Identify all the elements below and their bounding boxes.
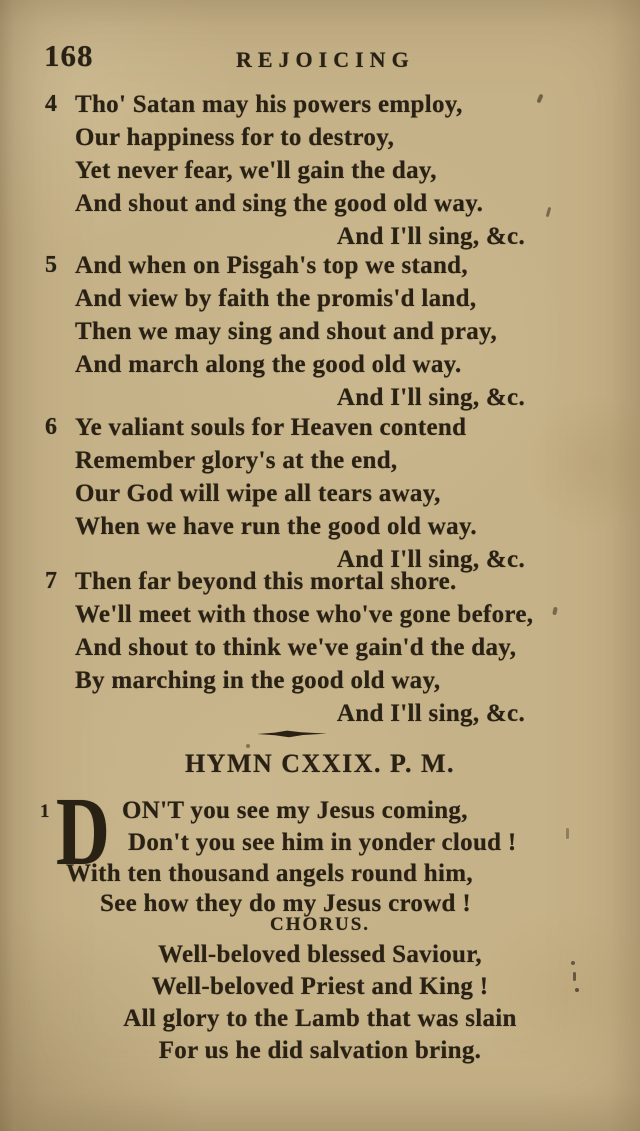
- verse-block-7: [0, 565, 640, 731]
- chorus-block: [0, 913, 640, 1067]
- swelled-rule-divider-icon: [257, 729, 327, 739]
- verse-line: [0, 249, 640, 282]
- verse-line-text: And shout and sing the good old way.: [75, 190, 484, 217]
- hymn-heading: HYMN CXXIX. P. M.: [184, 749, 456, 778]
- verse-line-text: Then far beyond this mortal shore.: [75, 568, 457, 595]
- verse-line-text: Yet never fear, we'll gain the day,: [75, 157, 437, 184]
- ink-speck: [566, 828, 569, 839]
- verse-line-text: Then we may sing and shout and pray,: [75, 318, 498, 345]
- chorus-line: Well-beloved blessed Saviour,: [158, 941, 482, 968]
- verse-line: [0, 477, 640, 510]
- verse-block-4: [0, 88, 640, 254]
- verse-line: [0, 88, 640, 121]
- verse-line: [0, 187, 640, 220]
- verse-line-text: We'll meet with those who've gone before,: [75, 601, 534, 628]
- running-head: REJOICING: [236, 47, 415, 72]
- verse-line-text: Our happiness for to destroy,: [75, 124, 395, 151]
- verse-line-text: And when on Pisgah's top we stand,: [75, 252, 468, 279]
- ink-speck: [246, 744, 250, 748]
- verse-line-text: With ten thousand angels round him,: [66, 860, 473, 887]
- verse-line-text: Don't you see him in yonder cloud !: [128, 829, 517, 856]
- verse-line-text: See how they do my Jesus crowd !: [100, 890, 471, 917]
- verse-line: [0, 121, 640, 154]
- verse-line-text: And march along the good old way.: [75, 351, 462, 378]
- refrain-line: And I'll sing, &c.: [336, 700, 525, 727]
- verse-number: 6: [45, 414, 58, 440]
- verse-line: [0, 154, 640, 187]
- verse-line: [0, 411, 640, 444]
- verse-line-text: ON'T you see my Jesus coming,: [122, 797, 468, 824]
- hymn-129-verse-1: [0, 778, 640, 933]
- ink-speck: [573, 972, 576, 981]
- verse-line-text: Ye valiant souls for Heaven contend: [75, 414, 467, 441]
- refrain-line: And I'll sing, &c.: [336, 223, 525, 250]
- verse-number: 1: [40, 801, 50, 822]
- refrain-line: And I'll sing, &c.: [336, 384, 525, 411]
- verse-number: 5: [45, 252, 58, 278]
- verse-line: [0, 598, 640, 631]
- chorus-label: CHORUS.: [269, 914, 371, 935]
- verse-line: [0, 444, 640, 477]
- ink-speck: [571, 961, 575, 965]
- verse-line: [0, 282, 640, 315]
- verse-block-6: [0, 411, 640, 577]
- verse-line: [0, 510, 640, 543]
- verse-line-text: Remember glory's at the end,: [75, 447, 398, 474]
- verse-line-text: By marching in the good old way,: [75, 667, 441, 694]
- ink-speck: [575, 988, 579, 992]
- verse-line-text: And view by faith the promis'd land,: [75, 285, 477, 312]
- verse-line: [0, 631, 640, 664]
- verse-line-text: When we have run the good old way.: [75, 513, 477, 540]
- verse-line: [0, 664, 640, 697]
- chorus-line: Well-beloved Priest and King !: [151, 973, 489, 1000]
- verse-line: [0, 565, 640, 598]
- refrain-line: And I'll sing, &c.: [336, 546, 525, 573]
- verse-block-5: [0, 249, 640, 415]
- verse-line: [0, 315, 640, 348]
- verse-number: 4: [45, 91, 58, 117]
- verse-line-text: And shout to think we've gain'd the day,: [75, 634, 517, 661]
- verse-line: [0, 348, 640, 381]
- verse-line-text: Our God will wipe all tears away,: [75, 480, 441, 507]
- verse-line-text: Tho' Satan may his powers employ,: [75, 91, 463, 118]
- verse-number: 7: [45, 568, 58, 594]
- chorus-line: All glory to the Lamb that was slain: [123, 1005, 517, 1032]
- drop-cap: D: [56, 778, 110, 886]
- chorus-line: For us he did salvation bring.: [158, 1037, 482, 1064]
- page-number: 168: [44, 38, 94, 73]
